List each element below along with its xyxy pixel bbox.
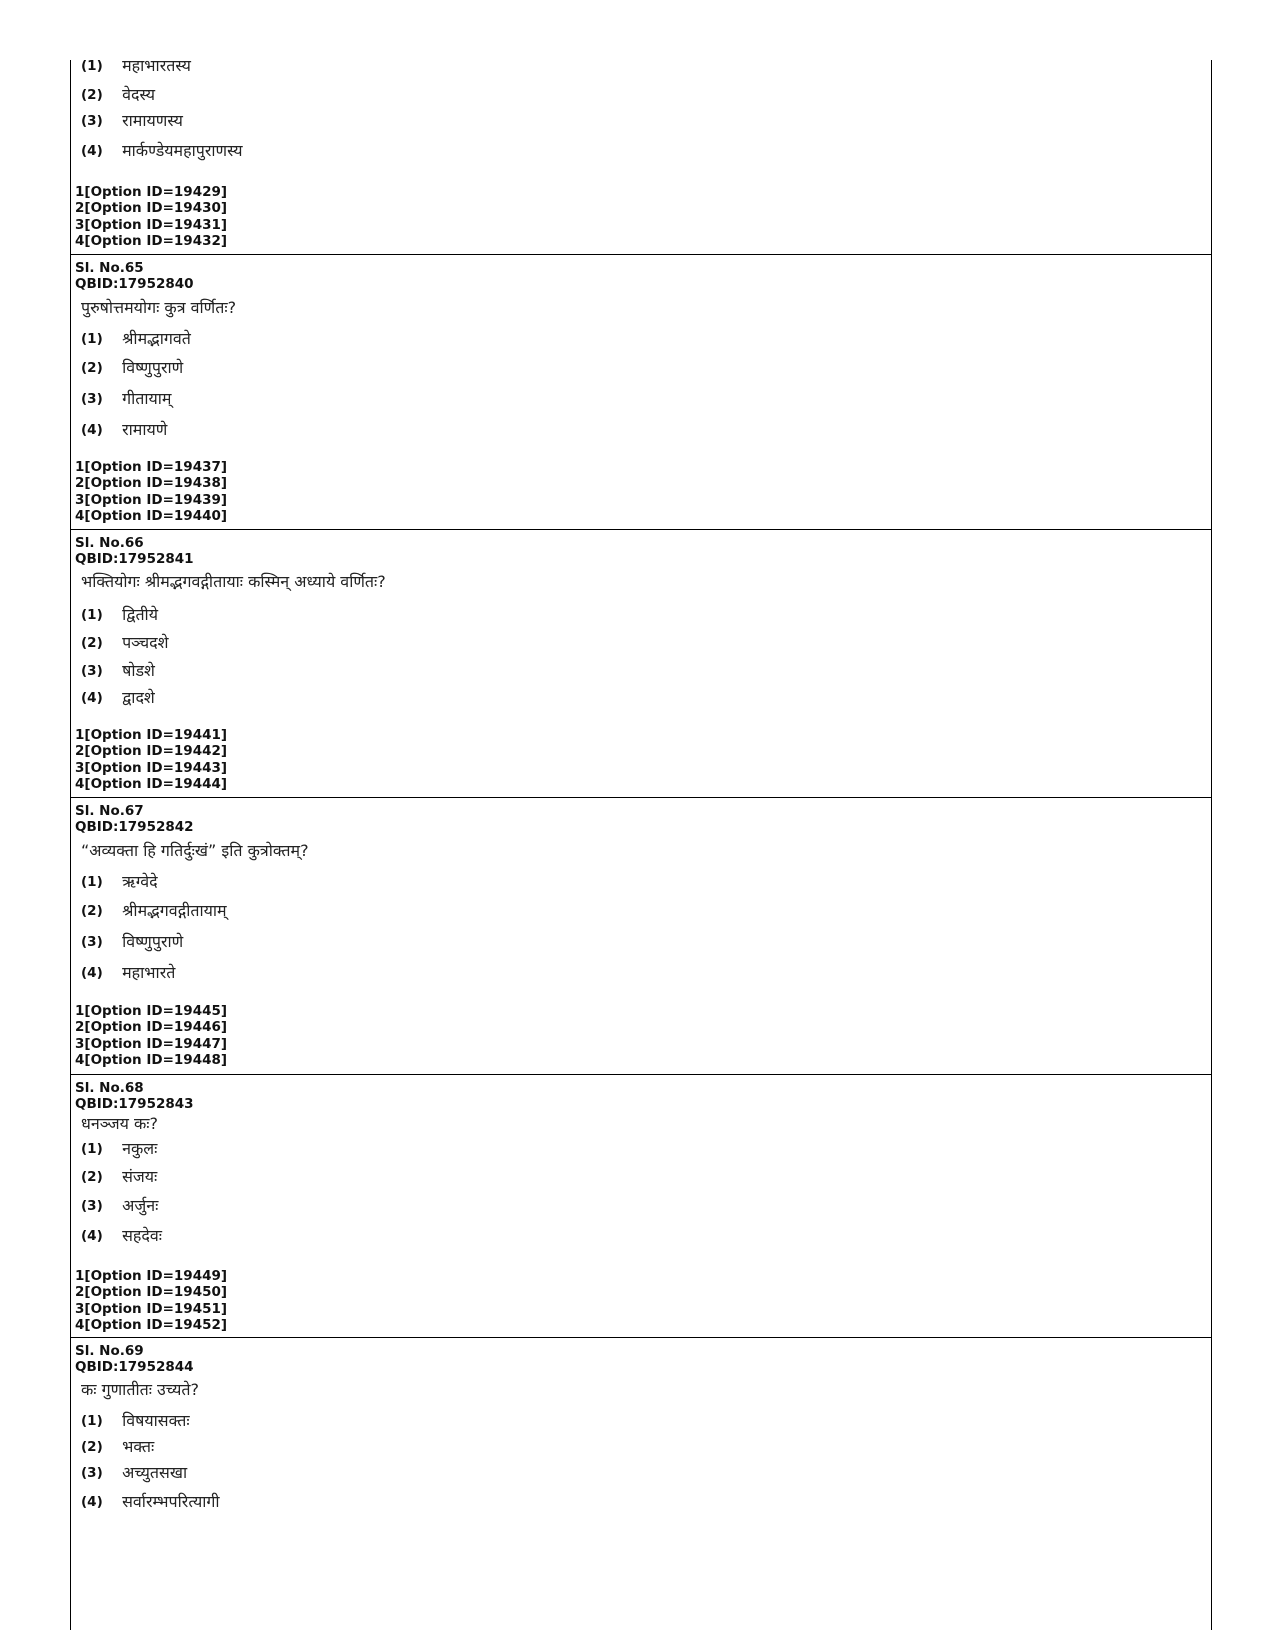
qbid: QBID:17952844 bbox=[75, 1359, 194, 1375]
option-id-list bbox=[75, 184, 227, 249]
option-number: (3) bbox=[81, 1465, 103, 1481]
option-text: श्रीमद्भागवते bbox=[122, 329, 191, 348]
option-number: (1) bbox=[81, 1413, 103, 1429]
option-id: 2[Option ID=19450] bbox=[75, 1284, 228, 1301]
option-id: 2[Option ID=19438] bbox=[75, 475, 228, 492]
option-id: 1[Option ID=19441] bbox=[75, 727, 228, 743]
option-id: 4[Option ID=19448] bbox=[75, 1051, 228, 1068]
option-text: श्रीमद्भगवद्गीतायाम् bbox=[122, 901, 227, 920]
option-text: महाभारतस्य bbox=[122, 56, 191, 75]
serial-number: Sl. No.68 bbox=[75, 1080, 144, 1096]
option-text: सर्वारम्भपरित्यागी bbox=[122, 1492, 220, 1511]
option-4 bbox=[81, 140, 243, 162]
option-3 bbox=[81, 388, 172, 410]
option-id: 4[Option ID=19452] bbox=[75, 1316, 228, 1333]
serial-number: Sl. No.67 bbox=[75, 803, 144, 819]
option-3 bbox=[81, 660, 155, 682]
option-2 bbox=[81, 1166, 157, 1188]
option-number: (2) bbox=[81, 635, 103, 651]
question-text: कः गुणातीतः उच्यते? bbox=[81, 1380, 200, 1399]
option-text: ऋग्वेदे bbox=[122, 872, 158, 891]
option-id: 4[Option ID=19432] bbox=[75, 232, 228, 249]
question-block-65 bbox=[71, 255, 1211, 530]
option-number: (2) bbox=[81, 87, 103, 103]
option-text: भक्तः bbox=[122, 1437, 155, 1456]
option-id: 1[Option ID=19429] bbox=[75, 184, 228, 200]
option-number: (3) bbox=[81, 663, 103, 679]
option-1 bbox=[81, 55, 191, 77]
option-text: रामायणस्य bbox=[122, 111, 183, 130]
option-text: रामायणे bbox=[122, 420, 168, 439]
option-number: (1) bbox=[81, 331, 103, 347]
option-id: 1[Option ID=19437] bbox=[75, 459, 228, 475]
option-id: 4[Option ID=19444] bbox=[75, 775, 228, 792]
option-number: (4) bbox=[81, 1228, 103, 1244]
option-number: (3) bbox=[81, 113, 103, 129]
option-text: सहदेवः bbox=[122, 1226, 163, 1245]
option-number: (1) bbox=[81, 607, 103, 623]
option-number: (3) bbox=[81, 391, 103, 407]
option-number: (4) bbox=[81, 422, 103, 438]
option-text: संजयः bbox=[122, 1167, 158, 1186]
option-3 bbox=[81, 931, 183, 953]
option-number: (3) bbox=[81, 1198, 103, 1214]
option-text: मार्कण्डेयमहापुराणस्य bbox=[122, 141, 243, 160]
option-text: विष्णुपुराणे bbox=[122, 932, 184, 951]
option-id: 4[Option ID=19440] bbox=[75, 507, 228, 524]
option-text: नकुलः bbox=[122, 1139, 158, 1158]
option-2 bbox=[81, 84, 155, 106]
option-2 bbox=[81, 1436, 154, 1458]
question-text: धनञ्जय कः? bbox=[81, 1114, 158, 1133]
option-id: 3[Option ID=19447] bbox=[75, 1035, 228, 1052]
question-block-67 bbox=[71, 798, 1211, 1075]
option-text: द्वादशे bbox=[122, 688, 155, 707]
option-text: वेदस्य bbox=[122, 85, 155, 104]
option-text: विषयासक्तः bbox=[122, 1411, 190, 1430]
option-id: 3[Option ID=19443] bbox=[75, 759, 228, 776]
option-id: 3[Option ID=19439] bbox=[75, 491, 228, 508]
option-1 bbox=[81, 1138, 157, 1160]
question-block-69 bbox=[71, 1338, 1211, 1630]
option-2 bbox=[81, 900, 227, 922]
question-paper-sheet bbox=[70, 56, 1212, 1630]
serial-number: Sl. No.66 bbox=[75, 535, 144, 551]
option-2 bbox=[81, 357, 183, 379]
option-3 bbox=[81, 1462, 187, 1484]
option-id-list bbox=[75, 1268, 227, 1333]
option-text: षोडशे bbox=[122, 661, 155, 680]
option-3 bbox=[81, 110, 183, 132]
option-text: विष्णुपुराणे bbox=[122, 358, 184, 377]
option-id: 1[Option ID=19445] bbox=[75, 1003, 228, 1019]
option-text: पञ्चदशे bbox=[122, 633, 169, 652]
option-1 bbox=[81, 604, 158, 626]
option-1 bbox=[81, 871, 158, 893]
option-number: (2) bbox=[81, 1439, 103, 1455]
option-number: (1) bbox=[81, 58, 103, 74]
option-4 bbox=[81, 1491, 220, 1513]
option-text: अर्जुनः bbox=[122, 1196, 159, 1215]
qbid: QBID:17952841 bbox=[75, 551, 194, 567]
question-block-66 bbox=[71, 530, 1211, 798]
option-id-list bbox=[75, 1003, 227, 1068]
option-number: (2) bbox=[81, 360, 103, 376]
option-number: (1) bbox=[81, 1141, 103, 1157]
option-id-list bbox=[75, 727, 227, 792]
serial-number: Sl. No.69 bbox=[75, 1343, 144, 1359]
option-text: द्वितीये bbox=[122, 605, 158, 624]
option-number: (4) bbox=[81, 965, 103, 981]
option-1 bbox=[81, 328, 191, 350]
question-block-continued bbox=[71, 56, 1211, 255]
option-4 bbox=[81, 419, 167, 441]
option-number: (2) bbox=[81, 903, 103, 919]
option-text: गीतायाम् bbox=[122, 389, 172, 408]
option-4 bbox=[81, 1225, 162, 1247]
option-number: (3) bbox=[81, 934, 103, 950]
qbid: QBID:17952842 bbox=[75, 819, 194, 835]
option-2 bbox=[81, 632, 169, 654]
serial-number: Sl. No.65 bbox=[75, 260, 144, 276]
option-id: 3[Option ID=19431] bbox=[75, 216, 228, 233]
option-number: (4) bbox=[81, 143, 103, 159]
option-number: (4) bbox=[81, 1494, 103, 1510]
option-text: अच्युतसखा bbox=[122, 1463, 188, 1482]
question-text: पुरुषोत्तमयोगः कुत्र वर्णितः? bbox=[81, 298, 237, 317]
option-3 bbox=[81, 1195, 158, 1217]
option-id: 3[Option ID=19451] bbox=[75, 1300, 228, 1317]
qbid: QBID:17952840 bbox=[75, 276, 194, 292]
qbid: QBID:17952843 bbox=[75, 1096, 194, 1112]
option-id: 1[Option ID=19449] bbox=[75, 1268, 228, 1284]
option-id: 2[Option ID=19442] bbox=[75, 743, 228, 760]
question-block-68 bbox=[71, 1075, 1211, 1338]
option-number: (4) bbox=[81, 690, 103, 706]
question-text: “अव्यक्ता हि गतिर्दुःखं” इति कुत्रोक्तम्? bbox=[81, 841, 309, 860]
option-4 bbox=[81, 962, 175, 984]
option-id: 2[Option ID=19430] bbox=[75, 200, 228, 217]
option-text: महाभारते bbox=[122, 963, 176, 982]
option-number: (2) bbox=[81, 1169, 103, 1185]
option-id: 2[Option ID=19446] bbox=[75, 1019, 228, 1036]
option-number: (1) bbox=[81, 874, 103, 890]
option-4 bbox=[81, 687, 155, 709]
question-text: भक्तियोगः श्रीमद्भगवद्गीतायाः कस्मिन् अध्याये वर्णितः? bbox=[81, 572, 386, 591]
option-1 bbox=[81, 1410, 190, 1432]
option-id-list bbox=[75, 459, 227, 524]
